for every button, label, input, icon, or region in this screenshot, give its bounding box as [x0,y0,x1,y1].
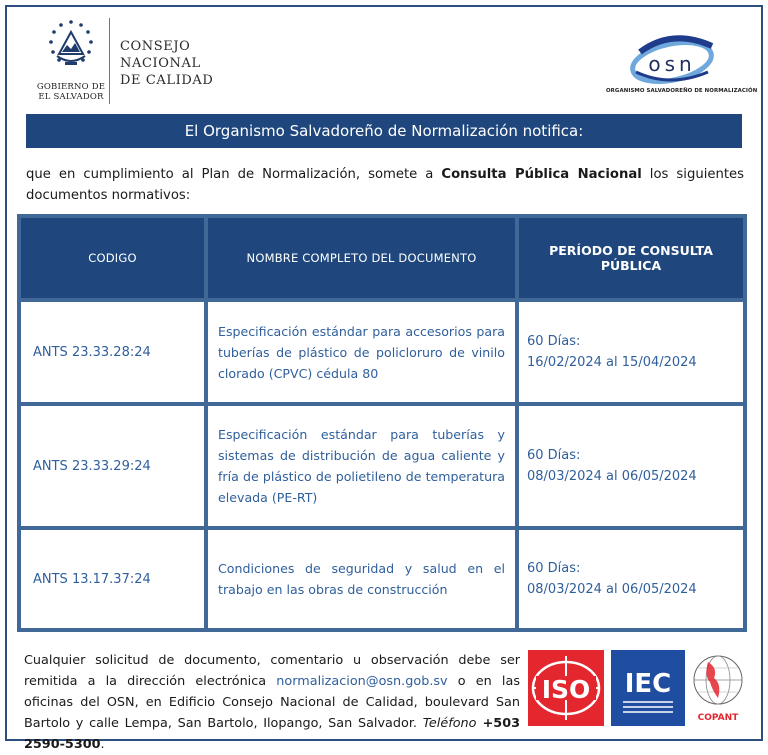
row3-period [519,530,743,628]
coat-of-arms-icon [43,18,99,74]
intro-paragraph [26,164,744,206]
copant-globe-icon [688,650,748,726]
osn-subtitle: ORGANISMO SALVADOREÑO DE NORMALIZACIÓN [606,88,758,94]
copant-label: COPANT [697,713,739,723]
row3-days: 60 Días: [527,561,581,576]
row1-dates: 16/02/2024 al 15/04/2024 [527,355,697,370]
contact-text-middle: o en las oficinas del OSN, en Edificio Consejo Nacional de Calidad, boulevard San Bartolo y calle Lempa, San Bartolo, Ilopango, San Salvador. [24,674,520,731]
intro-highlight: Consulta Pública Nacional [441,167,642,182]
notification-banner: El Organismo Salvadoreño de Normalización notifica: [26,114,742,148]
gov-label-line1: GOBIERNO DE [36,82,106,92]
header-code: CODIGO [21,218,204,298]
government-logo [36,18,106,102]
council-line2: NACIONAL [120,56,201,71]
header-divider [109,18,110,104]
phone-number: +503 2590-5300 [24,716,521,752]
council-line1: CONSEJO [120,39,191,54]
row3-dates: 08/03/2024 al 06/05/2024 [527,582,697,597]
iso-label: ISO [541,675,591,704]
iso-logo-icon [528,650,604,726]
iso-logo [528,650,604,726]
contact-text-end: . [100,737,105,752]
osn-mark: osn [648,52,696,76]
row3-code: ANTS 13.17.37:24 [21,530,204,628]
row2-days: 60 Días: [527,448,581,463]
documents-table [17,214,747,632]
intro-text-end: los siguientes documentos normativos: [26,167,744,203]
contact-text-start: Cualquier solicitud de documento, comentario u observación debe ser remitida a la dirección electrónica [24,653,520,689]
row2-period [519,406,743,526]
row3-name: Condiciones de seguridad y salud en el trabajo en las obras de construcción [208,530,515,628]
row2-code: ANTS 23.33.29:24 [21,406,204,526]
row2-name: Especificación estándar para tuberías y sistemas de distribución de agua caliente y fría de plástico de polietileno de temperatura elevada (PE-RT) [208,406,515,526]
row1-name: Especificación estándar para accesorios para tuberías de plástico de policloruro de vinilo clorado (CPVC) cédula 80 [208,302,515,402]
phone-label: Teléfono [422,716,477,731]
council-name [120,38,213,89]
row1-code: ANTS 23.33.28:24 [21,302,204,402]
gov-label-line2: EL SALVADOR [38,92,104,102]
intro-text-start: que en cumplimiento al Plan de Normalización, somete a [26,167,442,182]
row1-days: 60 Días: [527,334,581,349]
iec-logo-icon [611,650,685,726]
row1-period [519,302,743,402]
copant-logo [688,650,748,726]
header-period: PERÍODO DE CONSULTA PÚBLICA [519,218,743,298]
contact-email-link[interactable]: normalizacion@osn.gob.sv [276,674,448,689]
header-name: NOMBRE COMPLETO DEL DOCUMENTO [208,218,515,298]
iec-label: IEC [624,669,672,699]
iec-logo [611,650,685,726]
row2-dates: 08/03/2024 al 06/05/2024 [527,469,697,484]
contact-paragraph [24,650,520,755]
council-line3: DE CALIDAD [120,73,214,88]
